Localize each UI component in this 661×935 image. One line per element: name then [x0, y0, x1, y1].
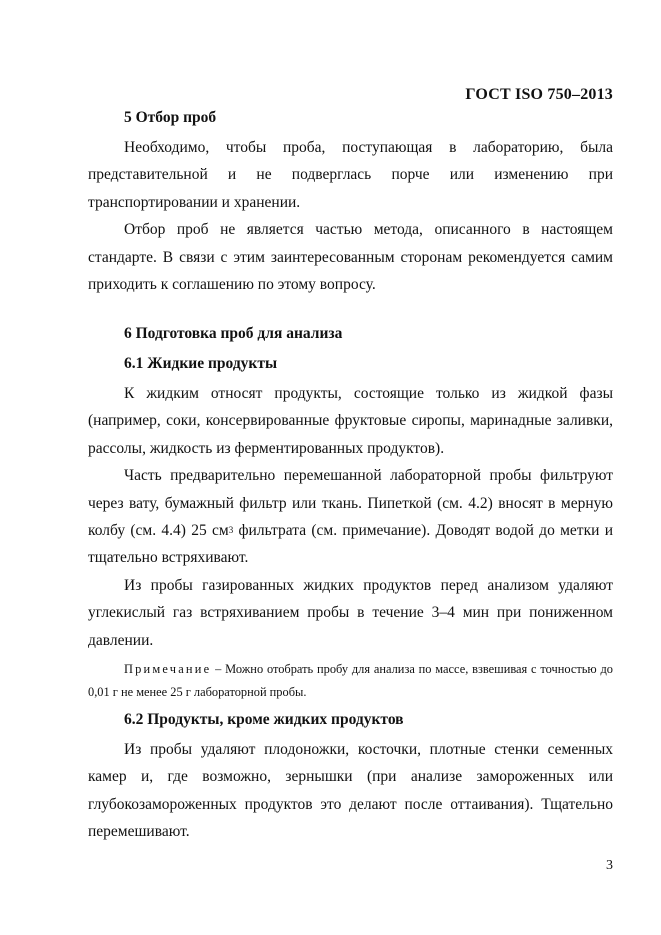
paragraph-2-text-a: Часть предварительно перемешанной лабораторной пробы фильтруют через вату, бумажный фильтр или ткань. Пипеткой (см. 4.2) вносят в мерную колбу (см. 4.4) 25 см	[88, 467, 613, 540]
section-6-1-title: 6.1 Жидкие продукты	[124, 355, 278, 372]
paragraph-2-text-b: фильтрата (см. примечание). Доводят водой до метки и тщательно встряхивают.	[88, 522, 613, 567]
standard-header: ГОСТ ISO 750–2013	[465, 86, 613, 103]
section-5-paragraph-2: Отбор проб не является частью метода, описанного в настоящем стандарте. В связи с этим заинтересованным сторонам рекомендуется самим приходить к соглашению по этому вопросу.	[88, 221, 613, 294]
section-6-title: 6 Подготовка проб для анализа	[124, 325, 343, 342]
section-6-1-paragraph-1: К жидким относят продукты, состоящие только из жидкой фазы (например, соки, консервированные фруктовые сиропы, маринадные заливки, рассолы, жидкость из ферментированных продуктов).	[88, 385, 613, 457]
section-6	[88, 322, 613, 846]
page-number: 3	[606, 858, 613, 873]
section-5-title: 5 Отбор проб	[124, 109, 217, 126]
section-5	[88, 106, 613, 298]
note-text: – Можно отобрать пробу для анализа по массе, взвешивая с точностью до 0,01 г не менее 25 г лабораторной пробы.	[88, 662, 613, 700]
note	[88, 658, 613, 704]
unit-superscript: 3	[228, 525, 234, 536]
section-6-1-paragraph-3: Из пробы газированных жидких продуктов перед анализом удаляют углекислый газ встряхиванием пробы в течение 3–4 мин при пониженном давлении.	[88, 576, 613, 649]
note-label: Примечание	[124, 662, 212, 677]
section-6-1-paragraph-2	[88, 462, 613, 572]
section-5-paragraph-1: Необходимо, чтобы проба, поступающая в лабораторию, была представительной и не подверглась порче или изменению при транспортировании и хранении.	[88, 139, 613, 211]
section-6-2-paragraph-1: Из пробы удаляют плодоножки, косточки, плотные стенки семенных камер и, где возможно, зернышки (при анализе замороженных или глубокозамороженных продуктов это делают после оттаивания). Тщательно перемешивают.	[88, 741, 613, 841]
section-6-2-title: 6.2 Продукты, кроме жидких продуктов	[124, 711, 404, 729]
